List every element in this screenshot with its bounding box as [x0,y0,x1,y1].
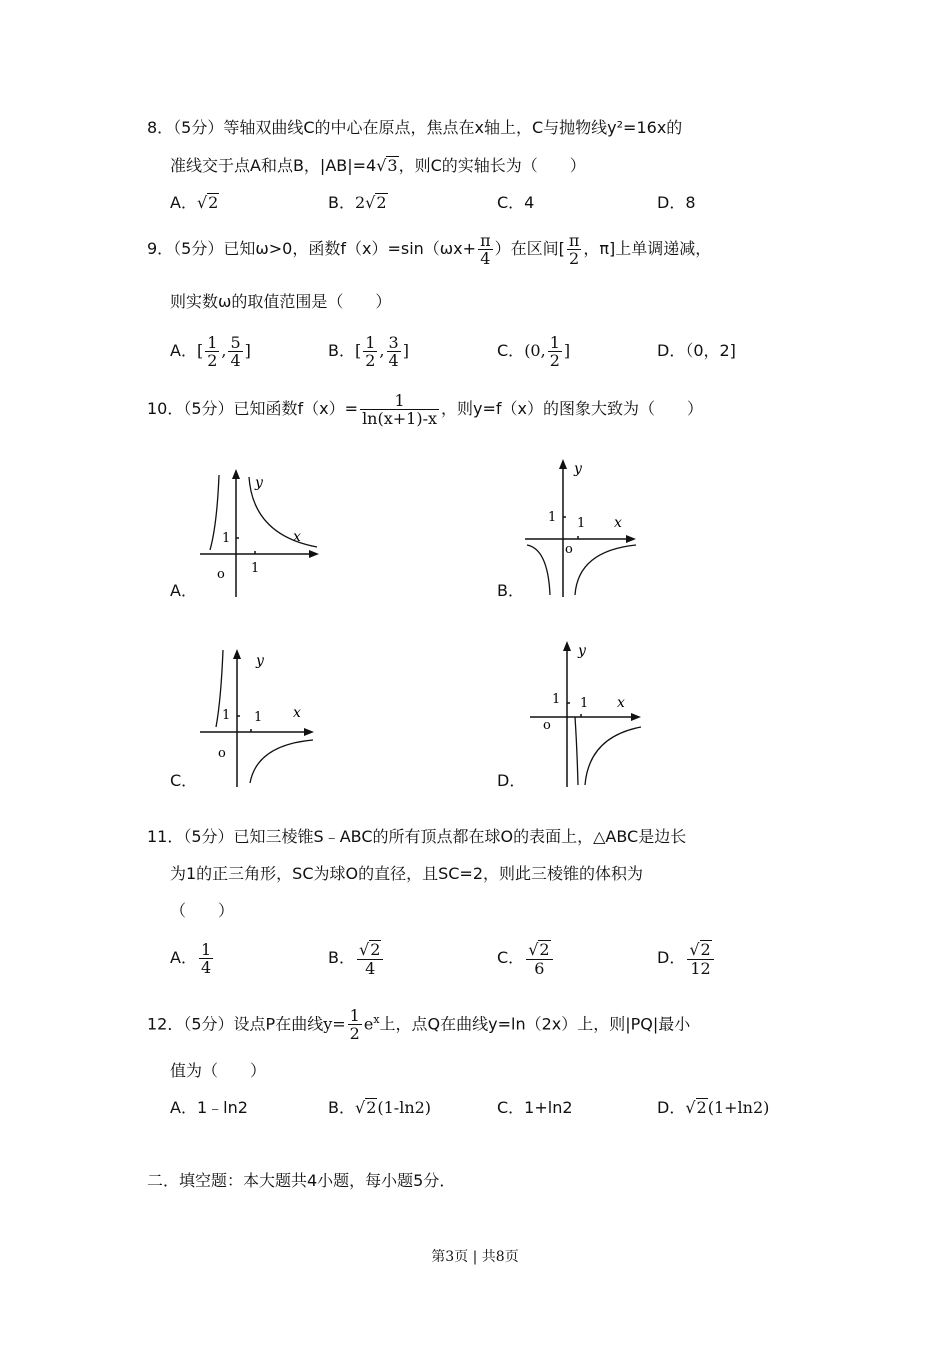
graph-a-y-one: 1 [222,531,231,546]
q11-option-a: A． $\frac{1}{4}$ [170,940,212,977]
graph-d-origin: o [543,718,551,733]
graph-d-x-label: x [617,695,625,711]
frac-pi-4: $\frac{\pi}{4}$ [480,231,491,268]
q9-line2: 则实数ω的取值范围是（ ） [170,292,392,311]
graph-a-x-one: 1 [251,561,260,576]
graph-b-x-label: x [614,515,622,531]
graph-c-x-label: x [293,705,301,721]
q11-option-d: D． $\frac{√2}{12}$ [657,940,716,977]
section-2-heading: 二．填空题：本大题共4小题，每小题5分． [147,1171,456,1190]
graph-c [195,645,325,790]
graph-c-x-one: 1 [254,710,263,725]
q9-option-d: D．（0，2] [657,341,736,360]
frac-function: $\frac{1}{\ln(x+1)-x}$ [362,391,438,428]
graph-a-origin: o [217,567,225,582]
q8-line2: 准线交于点A和点B，|AB|=4√3，则C的实轴长为（ ） [170,156,586,175]
q9-option-a: A．[ $\frac{1}{2}$ , $\frac{5}{4}$ ] [170,333,251,370]
q8-option-a: A．√2 [170,193,219,212]
graph-b-y-label: y [574,461,582,477]
q9-line1: 9．（5分）已知ω>0，函数f（x）=sin（ωx+ $\frac{\pi}{4}$ ）在区间[ $\frac{\pi}{2}$ ，π]上单调递减， [147,231,712,268]
q12-option-c: C．1+ln2 [497,1098,573,1117]
graph-c-y-label: y [256,653,264,669]
q10-option-b: B． [497,581,524,600]
graph-b-x-one: 1 [577,516,586,531]
graph-c-y-one: 1 [222,708,231,723]
graph-a-x-label: x [293,529,301,545]
q10-option-d: D． [497,771,526,790]
graph-c-origin: o [218,746,226,761]
q10-option-c: C． [170,771,198,790]
page-footer: 第3页 | 共8页 [431,1249,519,1265]
q12-line2: 值为（ ） [170,1061,267,1080]
graph-d-x-one: 1 [580,696,589,711]
q9-option-b: B．[ $\frac{1}{2}$ , $\frac{3}{4}$ ] [328,333,409,370]
q11-line2: 为1的正三角形，SC为球O的直径，且SC=2，则此三棱锥的体积为 [170,864,644,883]
graph-b [520,455,645,600]
q12-option-b: B．√2(1-ln2) [328,1098,432,1117]
q10-line1: 10．（5分）已知函数f（x）= $\frac{1}{\ln(x+1)-x}$ ，则y=f（x）的图象大致为（ ） [147,391,703,428]
graph-d [525,637,650,790]
graph-d-y-one: 1 [552,692,561,707]
frac-pi-2: $\frac{\pi}{2}$ [568,231,580,268]
q8-option-d: D．8 [657,193,696,212]
q10-option-a: A． [170,581,197,600]
q11-option-c: C． $\frac{√2}{6}$ [497,940,555,977]
q8-option-c: C．4 [497,193,535,212]
q8-line1: 8．（5分）等轴双曲线C的中心在原点，焦点在x轴上，C与抛物线y²=16x的 [147,118,683,137]
graph-a [195,465,325,600]
graph-b-y-one: 1 [548,510,557,525]
q12-option-a: A．1﹣ln2 [170,1098,248,1117]
q12-line1: 12．（5分）设点P在曲线y= $\frac{1}{2}$ $e^x$上，点Q在曲线y=ln（2x）上，则|PQ|最小 [147,1006,691,1044]
q11-line3: （ ） [170,901,235,920]
graph-b-origin: o [565,542,573,557]
graph-d-y-label: y [578,643,586,659]
q8-option-b: B．2√2 [328,193,387,212]
q12-option-d: D．√2(1+ln2) [657,1098,770,1117]
q9-option-c: C．(0, $\frac{1}{2}$ ] [497,333,571,370]
graph-a-y-label: y [255,475,263,491]
q11-line1: 11．（5分）已知三棱锥S﹣ABC的所有顶点都在球O的表面上，△ABC是边长 [147,827,687,846]
q11-option-b: B． $\frac{√2}{4}$ [328,940,385,977]
sqrt-3: √3 [376,156,398,175]
